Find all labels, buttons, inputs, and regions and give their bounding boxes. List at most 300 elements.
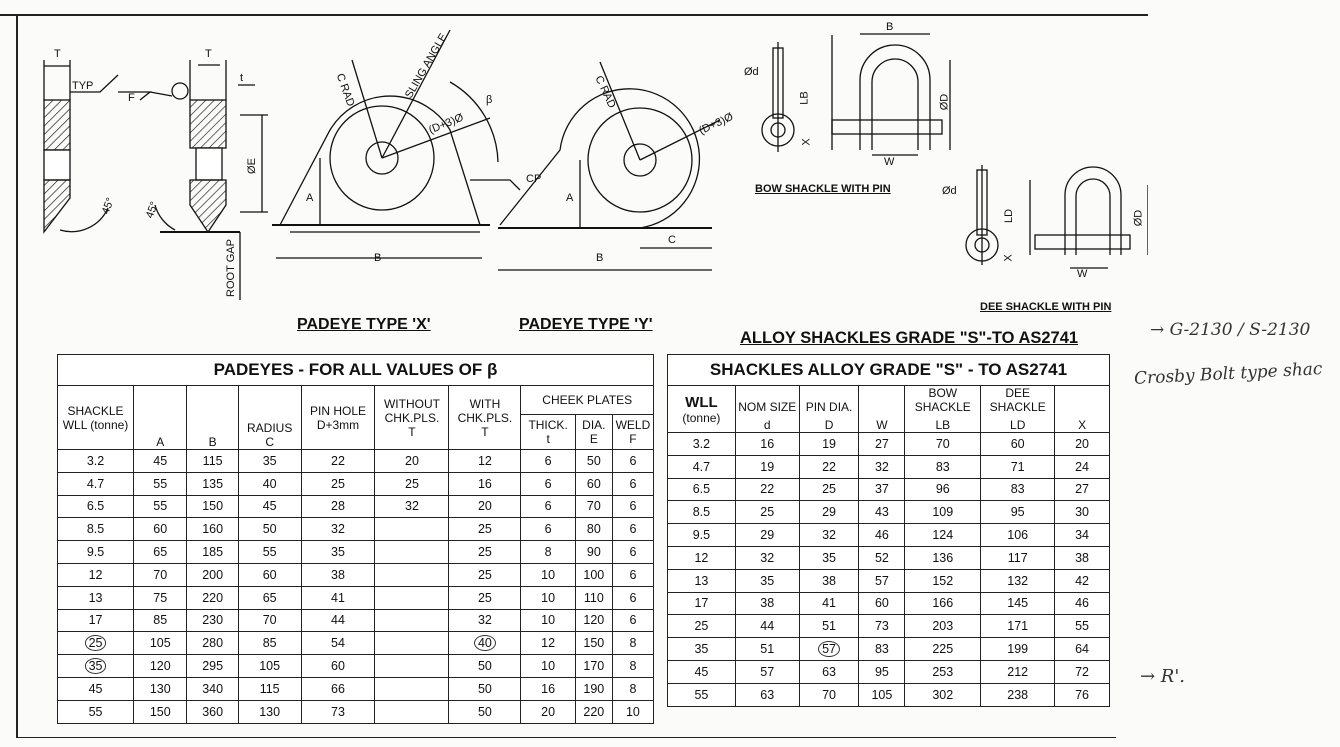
cell-value: 132 xyxy=(1007,573,1029,588)
cell-value: 17 xyxy=(88,613,103,628)
table-cell xyxy=(668,478,736,501)
header-wll xyxy=(668,386,736,433)
table-cell xyxy=(905,660,981,683)
bow-b: B xyxy=(886,21,894,33)
table-cell xyxy=(1055,524,1110,547)
cell-value: 280 xyxy=(202,636,224,651)
table-cell xyxy=(521,472,575,495)
table-cell xyxy=(238,518,301,541)
cell-value: 55 xyxy=(262,545,277,560)
table-cell xyxy=(799,660,859,683)
cell-value: 70 xyxy=(262,613,277,628)
table-cell xyxy=(375,450,449,473)
table-cell xyxy=(575,518,612,541)
table-cell xyxy=(187,563,238,586)
cell-value: 105 xyxy=(259,659,281,674)
table-cell xyxy=(612,609,653,632)
table-cell xyxy=(521,677,575,700)
cell-value: 6 xyxy=(629,613,637,628)
table-cell xyxy=(1055,660,1110,683)
cell-value: 45 xyxy=(153,453,168,468)
cell-value: 12 xyxy=(477,453,492,468)
table-cell xyxy=(187,450,238,473)
table-cell xyxy=(905,592,981,615)
table-cell xyxy=(134,472,187,495)
table-cell xyxy=(521,495,575,518)
cell-value: 25 xyxy=(477,567,492,582)
cell-value: 170 xyxy=(583,659,605,674)
table-row xyxy=(58,541,654,564)
header-without xyxy=(375,386,449,450)
header-pin-label: PIN DIA. xyxy=(805,400,853,414)
header-w-symbol: W xyxy=(876,418,888,432)
cell-value: 85 xyxy=(153,613,168,628)
table-row xyxy=(58,563,654,586)
table-cell xyxy=(799,501,859,524)
table-cell xyxy=(449,609,521,632)
table-cell xyxy=(859,546,905,569)
dim-t-small: t xyxy=(240,72,244,84)
cell-value: 6.5 xyxy=(86,499,105,514)
cell-value: 29 xyxy=(822,505,837,520)
cell-value: 199 xyxy=(1007,642,1029,657)
cell-value: 70 xyxy=(586,499,601,514)
cell-value: 38 xyxy=(331,567,345,582)
cell-value: 17 xyxy=(694,596,709,611)
table-row xyxy=(668,592,1110,615)
table-cell xyxy=(238,677,301,700)
table-cell xyxy=(859,524,905,547)
cell-value: 63 xyxy=(760,687,775,702)
table-cell xyxy=(668,638,736,661)
table-cell xyxy=(612,563,653,586)
cell-value: 32 xyxy=(822,528,837,543)
cell-value: 46 xyxy=(874,528,889,543)
table-cell xyxy=(238,495,301,518)
cell-value: 57 xyxy=(818,641,840,657)
table-cell xyxy=(134,541,187,564)
cell-value: 19 xyxy=(822,436,837,451)
table-cell xyxy=(1055,546,1110,569)
table-cell xyxy=(187,632,238,655)
cell-value: 44 xyxy=(331,613,345,628)
cell-value: 124 xyxy=(932,528,954,543)
table-cell xyxy=(905,615,981,638)
cell-value: 55 xyxy=(88,704,103,719)
table-cell xyxy=(238,609,301,632)
header-wll-label: WLL xyxy=(685,394,718,411)
header-b-symbol: B xyxy=(208,435,217,449)
table-cell xyxy=(575,700,612,723)
header-pin-symbol: D xyxy=(824,418,834,432)
table-cell xyxy=(859,592,905,615)
cell-value: 6 xyxy=(629,522,637,537)
cell-value: 52 xyxy=(874,550,889,565)
table-cell xyxy=(238,472,301,495)
cell-value: 130 xyxy=(149,681,171,696)
cell-value: 83 xyxy=(874,642,889,657)
table-cell xyxy=(134,655,187,678)
header-x xyxy=(1055,386,1110,433)
cell-value: 65 xyxy=(262,590,277,605)
cell-value: 71 xyxy=(1010,459,1025,474)
cell-value: 25 xyxy=(85,635,107,651)
header-dee-label: DEE SHACKLE xyxy=(989,386,1046,414)
cell-value: 115 xyxy=(259,681,280,696)
table-cell xyxy=(981,569,1055,592)
header-weld xyxy=(612,415,653,450)
header-with xyxy=(449,386,521,450)
cell-value: 9.5 xyxy=(86,545,105,560)
table-cell xyxy=(575,632,612,655)
typ-label: TYP xyxy=(72,80,94,92)
table-cell xyxy=(981,683,1055,706)
cell-value: 22 xyxy=(760,482,775,497)
table-cell xyxy=(521,700,575,723)
table-cell xyxy=(905,638,981,661)
cell-value: 6 xyxy=(629,567,637,582)
table-cell xyxy=(134,518,187,541)
cell-value: 63 xyxy=(822,664,837,679)
cell-value: 70 xyxy=(822,687,837,702)
table-cell xyxy=(521,541,575,564)
cell-value: 25 xyxy=(477,522,492,537)
table-cell xyxy=(668,683,736,706)
table-cell xyxy=(981,455,1055,478)
cell-value: 35 xyxy=(331,545,345,560)
header-nom-label: NOM SIZE xyxy=(738,400,797,414)
header-without-symbol: T xyxy=(408,424,416,439)
cell-value: 19 xyxy=(760,459,775,474)
table-cell xyxy=(238,700,301,723)
cell-value: 135 xyxy=(202,476,224,491)
table-cell xyxy=(575,472,612,495)
table-cell xyxy=(521,609,575,632)
cell-value: 100 xyxy=(583,567,605,582)
cell-value: 25 xyxy=(760,505,775,520)
cell-value: 32 xyxy=(760,550,775,565)
bow-lb: LB xyxy=(798,91,811,105)
table-cell xyxy=(799,683,859,706)
cell-value: 55 xyxy=(153,499,168,514)
dee-ld: LD xyxy=(1003,208,1016,224)
cell-value: 83 xyxy=(1010,482,1025,497)
cell-value: 70 xyxy=(153,567,168,582)
table-row xyxy=(58,700,654,723)
table-cell xyxy=(238,541,301,564)
cell-value: 190 xyxy=(583,681,605,696)
table-cell xyxy=(134,700,187,723)
table-cell xyxy=(187,586,238,609)
table-cell xyxy=(905,683,981,706)
table-cell xyxy=(1055,455,1110,478)
table-cell xyxy=(449,677,521,700)
cell-value: 20 xyxy=(541,704,556,719)
cell-value: 212 xyxy=(1007,664,1029,679)
table-cell xyxy=(859,660,905,683)
header-bow-symbol: LB xyxy=(935,418,951,432)
cell-value: 6 xyxy=(629,453,637,468)
cell-value: 95 xyxy=(1010,505,1025,520)
header-weld-symbol: F xyxy=(629,432,637,446)
table-cell xyxy=(612,700,653,723)
table-cell xyxy=(668,569,736,592)
cell-value: 152 xyxy=(932,573,954,588)
table-cell xyxy=(449,700,521,723)
table-cell xyxy=(58,609,134,632)
alloy-shackles-title: ALLOY SHACKLES GRADE "S"-TO AS2741 xyxy=(740,329,1079,347)
table-cell xyxy=(799,638,859,661)
header-dee-symbol: LD xyxy=(1010,418,1026,432)
header-nom-symbol: d xyxy=(763,418,771,432)
table-cell xyxy=(981,638,1055,661)
cell-value: 35 xyxy=(822,550,837,565)
cell-value: 40 xyxy=(474,635,496,651)
table-row xyxy=(58,450,654,473)
padeyes-table xyxy=(57,354,654,724)
cell-value: 130 xyxy=(259,704,281,719)
table-cell xyxy=(187,541,238,564)
header-w xyxy=(859,386,905,433)
cell-value: 25 xyxy=(477,590,492,605)
table-cell xyxy=(1055,683,1110,706)
cell-value: 6 xyxy=(629,499,637,514)
cell-value: 83 xyxy=(935,459,950,474)
header-thick-label: THICK. xyxy=(528,418,568,432)
cell-value: 225 xyxy=(932,642,954,657)
table-cell xyxy=(1055,638,1110,661)
cell-value: 25 xyxy=(477,545,492,560)
padeye-y-b: B xyxy=(596,252,604,264)
cell-value: 32 xyxy=(331,522,345,537)
table-cell xyxy=(575,677,612,700)
cell-value: 42 xyxy=(1075,573,1090,588)
e-dia-label: ØE xyxy=(245,158,258,174)
padeye-x-a: A xyxy=(306,192,314,204)
cell-value: 35 xyxy=(85,658,107,674)
table-cell xyxy=(449,632,521,655)
table-cell xyxy=(301,472,375,495)
header-shackle-wll: SHACKLE WLL (tonne) xyxy=(58,386,134,450)
table-cell xyxy=(134,450,187,473)
header-dia-symbol: E xyxy=(589,432,598,446)
cell-value: 8 xyxy=(544,545,552,560)
table-cell xyxy=(799,478,859,501)
padeye-x-c-rad: C RAD xyxy=(333,71,357,109)
handwritten-crosby-note: Crosby Bolt type shac xyxy=(1133,359,1323,389)
cell-value: 24 xyxy=(1075,459,1090,474)
f-label: F xyxy=(128,92,135,104)
table-cell xyxy=(238,655,301,678)
table-cell xyxy=(521,586,575,609)
cell-value: 6 xyxy=(544,476,552,491)
header-bow-label: BOW SHACKLE xyxy=(914,386,971,414)
cell-value: 50 xyxy=(586,453,601,468)
cell-value: 35 xyxy=(262,453,277,468)
cell-value: 13 xyxy=(694,573,709,588)
header-a xyxy=(134,386,187,450)
cell-value: 6 xyxy=(629,476,637,491)
cell-value: 3.2 xyxy=(86,453,105,468)
cell-value: 64 xyxy=(1075,642,1090,657)
cell-value: 8 xyxy=(629,636,637,651)
table-cell xyxy=(521,518,575,541)
table-cell xyxy=(1055,433,1110,456)
cell-value: 360 xyxy=(202,704,224,719)
table-cell xyxy=(905,569,981,592)
table-cell xyxy=(859,615,905,638)
table-cell xyxy=(375,518,449,541)
shackles-table-body xyxy=(668,433,1110,707)
cell-value: 3.2 xyxy=(692,436,711,451)
table-cell xyxy=(735,524,799,547)
table-cell xyxy=(449,563,521,586)
table-row xyxy=(58,632,654,655)
table-cell xyxy=(187,472,238,495)
cell-value: 6 xyxy=(544,499,552,514)
header-thick xyxy=(521,415,575,450)
cell-value: 20 xyxy=(405,453,419,468)
cell-value: 55 xyxy=(1075,619,1090,634)
padeye-y-pin-hole: (D+3)Ø xyxy=(697,110,736,138)
table-cell xyxy=(521,450,575,473)
table-cell xyxy=(134,563,187,586)
bow-caption: BOW SHACKLE WITH PIN xyxy=(755,183,891,195)
table-cell xyxy=(134,495,187,518)
header-nom-size xyxy=(735,386,799,433)
cell-value: 32 xyxy=(874,459,889,474)
cell-value: 54 xyxy=(331,636,345,651)
cell-value: 27 xyxy=(874,436,889,451)
table-cell xyxy=(668,660,736,683)
table-row xyxy=(58,586,654,609)
padeye-y-cp: CP xyxy=(526,173,542,185)
table-cell xyxy=(58,677,134,700)
cell-value: 20 xyxy=(477,499,492,514)
cell-value: 6.5 xyxy=(692,482,711,497)
technical-drawings xyxy=(0,0,1148,350)
table-cell xyxy=(859,478,905,501)
padeye-x-sling-angle: SLING ANGLE xyxy=(402,31,450,101)
cell-value: 12 xyxy=(694,550,709,565)
cell-value: 238 xyxy=(1007,687,1029,702)
header-b xyxy=(187,386,238,450)
cell-value: 16 xyxy=(760,436,775,451)
cell-value: 25 xyxy=(331,476,345,491)
table-cell xyxy=(981,615,1055,638)
table-cell xyxy=(187,609,238,632)
table-cell xyxy=(612,677,653,700)
cell-value: 45 xyxy=(694,664,709,679)
table-cell xyxy=(187,495,238,518)
table-cell xyxy=(449,586,521,609)
cell-value: 44 xyxy=(760,619,775,634)
table-cell xyxy=(1055,592,1110,615)
cell-value: 6 xyxy=(629,545,637,560)
table-cell xyxy=(301,677,375,700)
table-row xyxy=(668,546,1110,569)
cell-value: 150 xyxy=(202,499,224,514)
cell-value: 70 xyxy=(935,436,950,451)
bottom-border xyxy=(16,737,1116,738)
cell-value: 16 xyxy=(477,476,492,491)
dee-shackle-d: ØD xyxy=(1132,209,1145,227)
cell-value: 28 xyxy=(331,499,345,514)
table-row xyxy=(668,569,1110,592)
cell-value: 6 xyxy=(629,590,637,605)
cell-value: 295 xyxy=(202,659,224,674)
table-cell xyxy=(58,563,134,586)
table-row xyxy=(668,683,1110,706)
table-cell xyxy=(575,655,612,678)
cell-value: 220 xyxy=(202,590,224,605)
table-cell xyxy=(668,524,736,547)
cell-value: 25 xyxy=(822,482,837,497)
table-cell xyxy=(735,501,799,524)
header-bow xyxy=(905,386,981,433)
cell-value: 90 xyxy=(586,545,601,560)
cell-value: 22 xyxy=(822,459,837,474)
shackles-table-title: SHACKLES ALLOY GRADE "S" - TO AS2741 xyxy=(668,355,1110,386)
padeye-y-c: C xyxy=(668,234,676,246)
table-cell xyxy=(58,700,134,723)
table-cell xyxy=(859,455,905,478)
cell-value: 110 xyxy=(583,590,604,605)
cell-value: 50 xyxy=(477,704,492,719)
cell-value: 51 xyxy=(822,619,837,634)
header-thick-symbol: t xyxy=(546,432,550,446)
cell-value: 200 xyxy=(202,567,224,582)
cell-value: 46 xyxy=(1075,596,1090,611)
cell-value: 43 xyxy=(874,505,889,520)
table-cell xyxy=(521,563,575,586)
header-radius xyxy=(238,386,301,450)
cell-value: 8.5 xyxy=(86,522,105,537)
table-cell xyxy=(449,450,521,473)
cell-value: 60 xyxy=(331,659,345,674)
header-with-symbol: T xyxy=(481,424,489,439)
table-cell xyxy=(905,546,981,569)
cell-value: 60 xyxy=(1010,436,1025,451)
table-cell xyxy=(668,615,736,638)
table-cell xyxy=(301,609,375,632)
table-cell xyxy=(981,501,1055,524)
table-cell xyxy=(58,586,134,609)
dee-x: X xyxy=(1002,254,1015,262)
table-cell xyxy=(859,501,905,524)
cell-value: 4.7 xyxy=(692,459,711,474)
table-cell xyxy=(859,638,905,661)
cell-value: 50 xyxy=(477,659,492,674)
cell-value: 37 xyxy=(874,482,889,497)
table-cell xyxy=(981,524,1055,547)
cell-value: 85 xyxy=(262,636,277,651)
table-cell xyxy=(449,655,521,678)
table-cell xyxy=(905,478,981,501)
cell-value: 13 xyxy=(88,590,103,605)
padeye-x-b: B xyxy=(374,252,382,264)
cell-value: 73 xyxy=(874,619,889,634)
table-cell xyxy=(238,586,301,609)
table-cell xyxy=(612,541,653,564)
table-cell xyxy=(58,495,134,518)
table-cell xyxy=(449,541,521,564)
table-cell xyxy=(905,524,981,547)
table-cell xyxy=(575,495,612,518)
cell-value: 75 xyxy=(153,590,168,605)
table-cell xyxy=(375,677,449,700)
table-cell xyxy=(301,655,375,678)
